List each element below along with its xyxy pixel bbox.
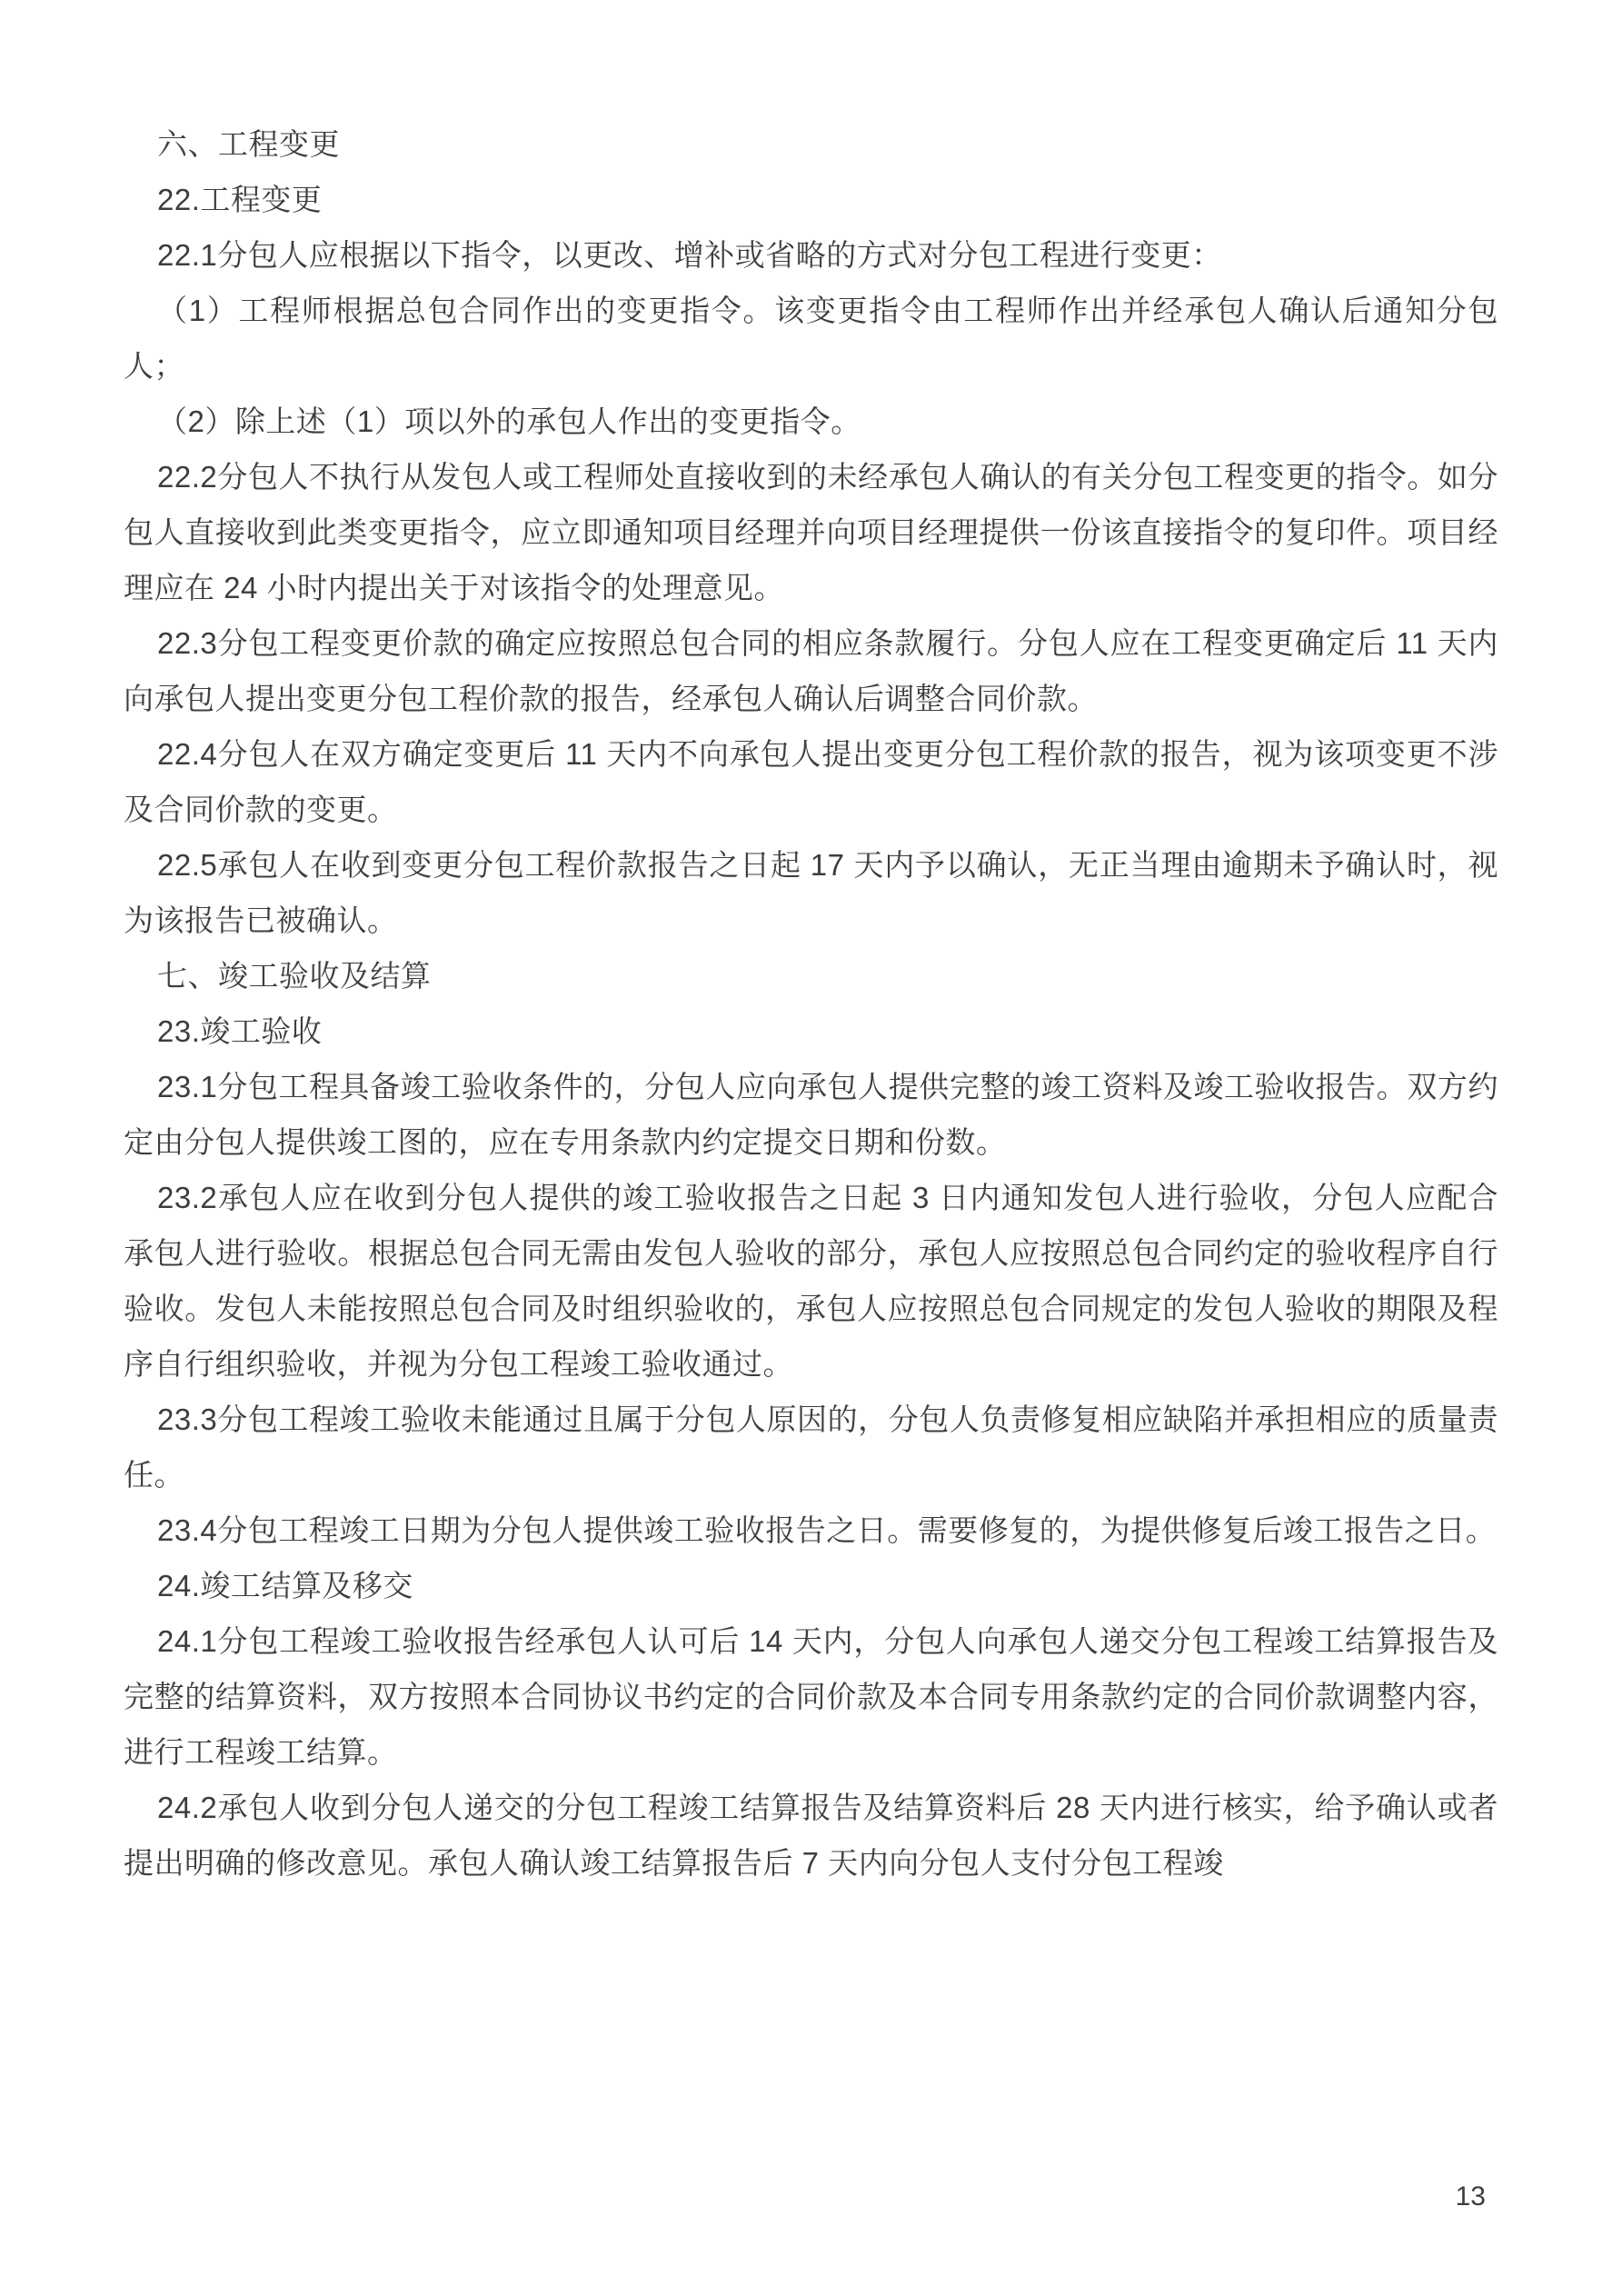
clause-paragraph: 24.2承包人收到分包人递交的分包工程竣工结算报告及结算资料后 28 天内进行核实，给予确认或者提出明确的修改意见。承包人确认竣工结算报告后 7 天内向分包人支付分包工程竣 bbox=[124, 1791, 1498, 1880]
clause-paragraph: 22.2分包人不执行从发包人或工程师处直接收到的未经承包人确认的有关分包工程变更的指令。如分包人直接收到此类变更指令，应立即通知项目经理并向项目经理提供一份该直接指令的复印件。项目经理应在 24 小时内提出关于对该指令的处理意见。 bbox=[124, 460, 1498, 604]
clause-paragraph: 22.5承包人在收到变更分包工程价款报告之日起 17 天内予以确认，无正当理由逾期未予确认时，视为该报告已被确认。 bbox=[124, 848, 1498, 937]
page-number: 13 bbox=[1455, 2181, 1486, 2211]
clause-paragraph: 24.1分包工程竣工验收报告经承包人认可后 14 天内，分包人向承包人递交分包工程竣工结算报告及完整的结算资料，双方按照本合同协议书约定的合同价款及本合同专用条款约定的合同价款调整内容，进行工程竣工结算。 bbox=[124, 1624, 1498, 1769]
clause-paragraph: 23.4分包工程竣工日期为分包人提供竣工验收报告之日。需要修复的，为提供修复后竣工报告之日。 bbox=[157, 1513, 1497, 1547]
clause-paragraph: 23.1分包工程具备竣工验收条件的，分包人应向承包人提供完整的竣工资料及竣工验收报告。双方约定由分包人提供竣工图的，应在专用条款内约定提交日期和份数。 bbox=[124, 1070, 1498, 1159]
clause-heading: 24.竣工结算及移交 bbox=[157, 1569, 413, 1602]
clause-paragraph: （1）工程师根据总包合同作出的变更指令。该变更指令由工程师作出并经承包人确认后通知分包人； bbox=[124, 294, 1498, 383]
clause-paragraph: 22.1分包人应根据以下指令，以更改、增补或省略的方式对分包工程进行变更： bbox=[157, 238, 1222, 272]
clause-heading: 23.竣工验收 bbox=[157, 1014, 323, 1048]
clause-paragraph: 23.2承包人应在收到分包人提供的竣工验收报告之日起 3 日内通知发包人进行验收，分包人应配合承包人进行验收。根据总包合同无需由发包人验收的部分，承包人应按照总包合同约定的验收程序自行验收。发包人未能按照总包合同及时组织验收的，承包人应按照总包合同规定的发包人验收的期限及程序自行组织验收，并视为分包工程竣工验收通过。 bbox=[124, 1181, 1498, 1381]
clause-paragraph: 22.4分包人在双方确定变更后 11 天内不向承包人提出变更分包工程价款的报告，视为该项变更不涉及合同价款的变更。 bbox=[124, 737, 1498, 826]
clause-paragraph: 22.3分包工程变更价款的确定应按照总包合同的相应条款履行。分包人应在工程变更确定后 11 天内向承包人提出变更分包工程价款的报告，经承包人确认后调整合同价款。 bbox=[124, 626, 1498, 715]
clause-heading: 22.工程变更 bbox=[157, 183, 323, 216]
document-body bbox=[124, 116, 1498, 1891]
section-heading: 七、竣工验收及结算 bbox=[157, 959, 432, 993]
section-heading: 六、工程变更 bbox=[157, 127, 340, 161]
clause-paragraph: 23.3分包工程竣工验收未能通过且属于分包人原因的，分包人负责修复相应缺陷并承担相应的质量责任。 bbox=[124, 1403, 1498, 1492]
clause-paragraph: （2）除上述（1）项以外的承包人作出的变更指令。 bbox=[157, 404, 861, 438]
